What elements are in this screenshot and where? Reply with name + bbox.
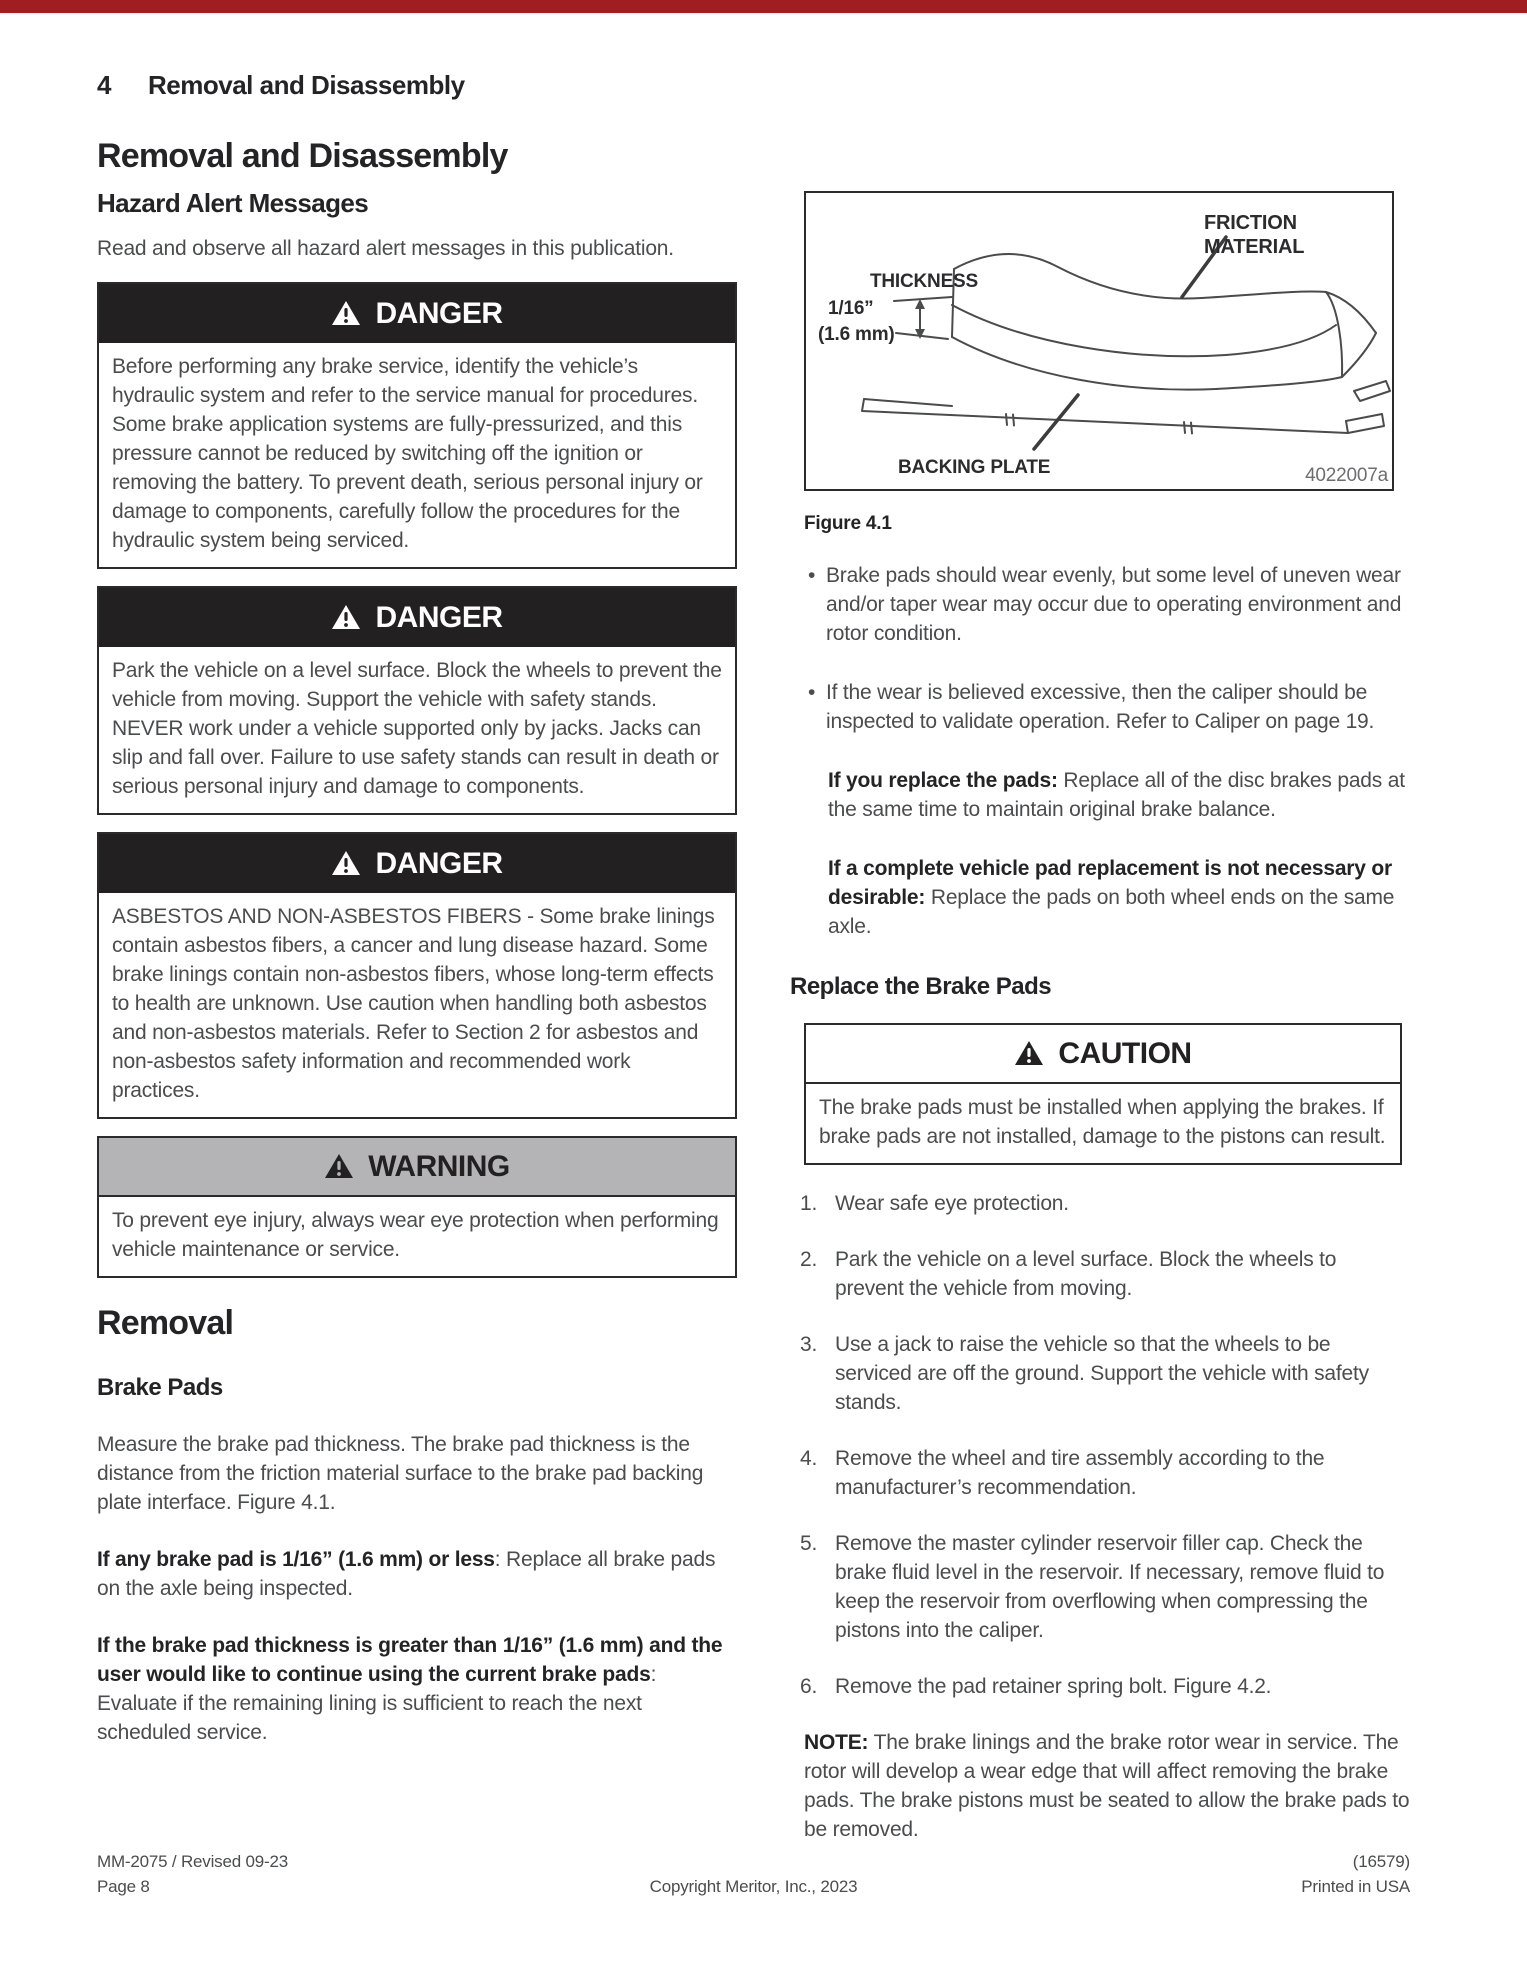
replace-pads-paragraph [828,766,1410,824]
caution-box [804,1023,1402,1165]
warning-triangle-icon [331,850,361,877]
list-item [790,1245,1410,1303]
figure-code: 4022007a [1305,465,1388,486]
right-column [790,101,1410,1844]
list-item [790,1444,1410,1502]
step-text: Remove the master cylinder reservoir filler cap. Check the brake fluid level in the reservoir. If necessary, remove fluid to keep the reservoir from overflowing when compressing the pistons into the caliper. [835,1532,1385,1642]
step-number: 1. [800,1192,818,1215]
danger-label: DANGER [375,846,503,880]
friction-material-label: MATERIAL [1204,236,1305,258]
friction-material-label: FRICTION [1204,212,1297,234]
step-text: Wear safe eye protection. [835,1192,1069,1215]
page-content [97,13,1410,1844]
measure-paragraph: Measure the brake pad thickness. The brake pad thickness is the distance from the friction material surface to the brake pad backing plate interface. Figure 4.1. [97,1433,704,1514]
danger-box-1 [97,282,737,569]
wear-bullet-list [790,561,1410,736]
step-number: 6. [800,1675,818,1698]
step-number: 4. [800,1447,818,1470]
backing-leader-line [1034,395,1078,449]
note-bold: NOTE: [804,1731,869,1754]
warning-body: To prevent eye injury, always wear eye protection when performing vehicle maintenance or service. [112,1209,719,1261]
warning-header [99,1138,735,1197]
condition-1-bold: If any brake pad is 1/16” (1.6 mm) or less [97,1548,495,1571]
list-item: • If the wear is believed excessive, then the caliper should be inspected to validate operation. Refer to Caliper on page 19. [790,678,1410,736]
list-item [790,1189,1410,1218]
step-text: Remove the wheel and tire assembly according to the manufacturer’s recommendation. [835,1447,1325,1499]
hazard-alert-heading: Hazard Alert Messages [97,188,369,218]
step-text: Use a jack to raise the vehicle so that the wheels to be serviced are off the ground. Support the vehicle with safety stands. [835,1333,1369,1414]
warning-triangle-icon [331,300,361,327]
list-item [790,1330,1410,1417]
list-item [790,1672,1410,1701]
step-number: 2. [800,1248,818,1271]
dimension-label: (1.6 mm) [818,324,895,345]
step-text: Park the vehicle on a level surface. Block the wheels to prevent the vehicle from moving. [835,1248,1337,1300]
danger-header [99,834,735,893]
procedure-steps [790,1189,1410,1701]
step-number: 5. [800,1532,818,1555]
replace-pads-rest: Replace all of the disc brakes pads at the same time to maintain original brake balance. [828,769,1405,821]
left-column [97,101,737,1844]
section-title: Removal and Disassembly [148,70,465,100]
thickness-label: THICKNESS [870,271,978,292]
printed-in: Printed in USA [1301,1877,1410,1896]
caution-label: CAUTION [1058,1036,1192,1070]
page-title: Removal and Disassembly [97,137,508,175]
danger-header [99,284,735,343]
brake-pad-diagram [806,193,1392,489]
condition-2-paragraph [97,1631,737,1747]
warning-box [97,1136,737,1278]
condition-2-bold: If the brake pad thickness is greater than 1/16” (1.6 mm) and the user would like to continue using the current brake pads [97,1634,723,1686]
replace-pads-bold: If you replace the pads: [828,769,1058,792]
danger-body: Park the vehicle on a level surface. Block the wheels to prevent the vehicle from moving. Support the vehicle with safety stands. NEVER work under a vehicle supported only by jacks. Jacks can slip and fall over. Failure to use safety stands can result in death or serious personal injury and damage to components. [112,659,722,798]
list-item: • Brake pads should wear evenly, but some level of uneven wear and/or taper wear may occur due to operating environment and rotor condition. [790,561,1410,648]
complete-replacement-rest: Replace the pads on both wheel ends on the same axle. [828,886,1395,938]
danger-header [99,588,735,647]
figure-caption: Figure 4.1 [804,513,892,534]
footer-copyright: Copyright Meritor, Inc., 2023 [649,1877,858,1896]
danger-box-3 [97,832,737,1119]
warning-triangle-icon [1014,1040,1044,1067]
backing-plate-label: BACKING PLATE [898,457,1051,478]
danger-label: DANGER [375,296,503,330]
warning-triangle-icon [324,1153,354,1180]
condition-1-paragraph [97,1545,737,1603]
complete-replacement-bold: If a complete vehicle pad replacement is not necessary or desirable: [828,857,1392,909]
page-top-red-bar [0,0,1527,13]
caution-body: The brake pads must be installed when applying the brakes. If brake pads are not installed, damage to the pistons can result. [819,1096,1386,1148]
section-number: 4 [97,70,111,100]
footer-code: (16579) [1352,1852,1410,1871]
figure-4-1-image [804,191,1394,491]
page-number: Page 8 [97,1877,150,1896]
caution-header [806,1025,1400,1084]
brake-pads-heading: Brake Pads [97,1374,223,1401]
danger-body: Before performing any brake service, identify the vehicle’s hydraulic system and refer to the service manual for procedures. Some brake application systems are fully-pressurized, and this pressure cannot be reduced by switching off the ignition or removing the battery. To prevent death, serious personal injury or damage to components, carefully follow the procedures for the hydraulic system being serviced. [112,355,703,552]
running-header [97,13,1410,101]
step-text: Remove the pad retainer spring bolt. Figure 4.2. [835,1675,1272,1698]
removal-heading: Removal [97,1304,234,1342]
step-number: 3. [800,1333,818,1356]
replace-brake-pads-heading: Replace the Brake Pads [790,973,1052,1000]
complete-replacement-paragraph [828,854,1410,941]
footer-right [1301,1849,1410,1899]
warning-label: WARNING [368,1149,510,1183]
condition-2-rest: : Evaluate if the remaining lining is sufficient to reach the next scheduled service. [97,1663,657,1744]
danger-box-2 [97,586,737,815]
document-reference: MM-2075 / Revised 09-23 [97,1852,288,1871]
hazard-intro-text: Read and observe all hazard alert messages in this publication. [97,237,674,260]
note-rest: The brake linings and the brake rotor wear in service. The rotor will develop a wear edge that will affect removing the brake pads. The brake pistons must be seated to allow the brake pads to be removed. [804,1731,1410,1841]
list-item [790,1529,1410,1645]
dimension-label: 1/16” [828,298,874,319]
condition-1-rest: : Replace all brake pads on the axle being inspected. [97,1548,716,1600]
danger-body: ASBESTOS AND NON-ASBESTOS FIBERS - Some brake linings contain asbestos fibers, a cancer and lung disease hazard. Some brake linings contain non-asbestos fibers, whose long-term effects to health are unknown. Use caution when handling both asbestos and non-asbestos materials. Refer to Section 2 for asbestos and non-asbestos safety information and recommended work practices. [112,905,715,1102]
danger-label: DANGER [375,600,503,634]
note-paragraph [804,1728,1410,1844]
warning-triangle-icon [331,604,361,631]
